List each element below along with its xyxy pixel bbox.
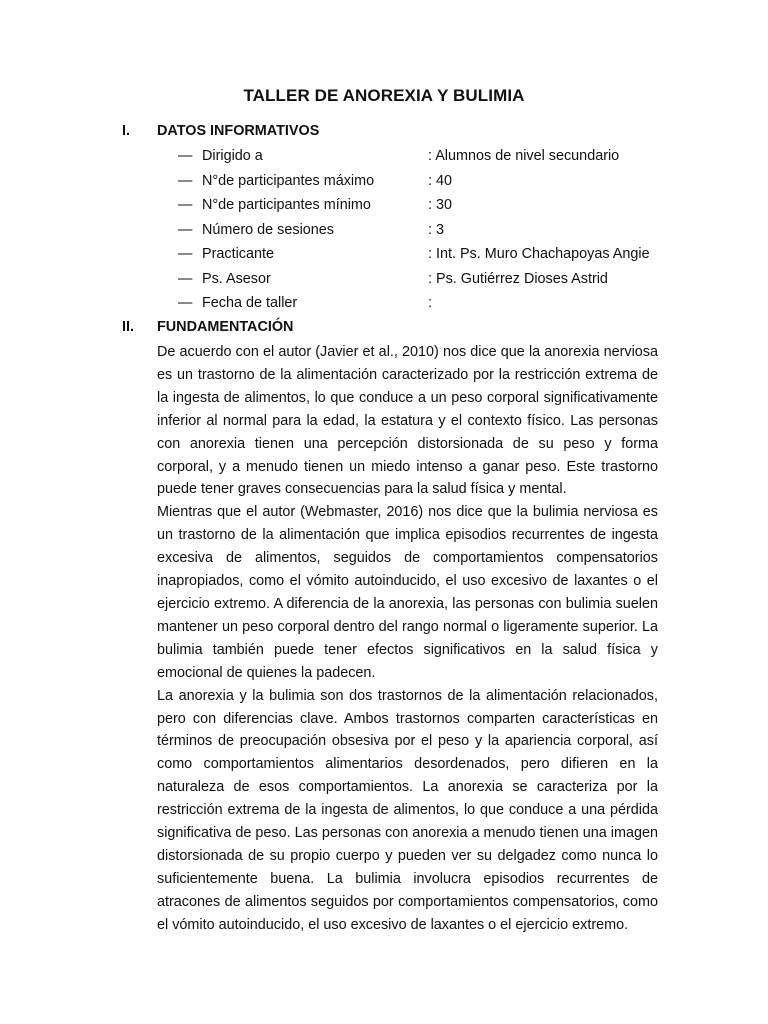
info-row-fecha — [178, 293, 698, 318]
info-row-practicante — [178, 244, 698, 269]
info-value: : Alumnos de nivel secundario — [428, 148, 620, 164]
paragraph-comparison: La anorexia y la bulimia son dos trastornos de la alimentación relacionados, pero con diferencias clave. Ambos trastornos comparten características en términos de preocupación obsesiva por el peso y la apariencia corporal, así como comportamientos alimentarios desordenados, pero difieren en la naturaleza de esos comportamientos. La anorexia se caracteriza por la restricción extrema de la ingesta de alimentos, lo que conduce a una pérdida significativa de peso. Las personas con anorexia a menudo tienen una imagen distorsionada de su propio cuerpo y pueden ver su delgadez como nunca lo suficientemente buena. La bulimia involucra episodios recurrentes de atracones de alimentos seguidos por comportamientos compensatorios, como el vómito autoinducido, el uso excesivo de laxantes o el ejercicio extremo. — [157, 687, 658, 933]
dash-bullet: — — [178, 270, 193, 287]
info-value: : 40 — [428, 172, 453, 189]
info-row-min-participants — [178, 195, 698, 220]
dash-bullet: — — [178, 295, 193, 311]
info-label: Ps. Asesor — [202, 270, 271, 287]
info-label: Fecha de taller — [202, 295, 298, 311]
fundamentacion-body — [157, 341, 658, 937]
document-title: TALLER DE ANOREXIA Y BULIMIA — [243, 86, 525, 105]
info-row-dirigido — [178, 146, 698, 171]
info-row-max-participants — [178, 171, 698, 196]
section-number: II. — [122, 319, 134, 335]
info-label: Número de sesiones — [202, 221, 334, 238]
info-row-sessions — [178, 220, 698, 245]
paragraph-bulimia: Mientras que el autor (Webmaster, 2016) nos dice que la bulimia nerviosa es un trastorno de la alimentación que implica episodios recurrentes de ingesta excesiva de alimentos, seguidos de comportamientos compensatorios inapropiados, como el vómito autoinducido, el uso excesivo de laxantes o el ejercicio extremo. A diferencia de la anorexia, las personas con bulimia suelen mantener un peso corporal dentro del rango normal o ligeramente superior. La bulimia también puede tener efectos significativos en la salud física y emocional de quienes la padecen. — [157, 504, 658, 681]
dash-bullet: — — [178, 172, 193, 189]
dash-bullet: — — [178, 148, 193, 164]
info-value: : Ps. Gutiérrez Dioses Astrid — [428, 270, 608, 287]
info-row-asesor — [178, 269, 698, 294]
dash-bullet: — — [178, 246, 193, 262]
dash-bullet: — — [178, 197, 193, 213]
info-list — [178, 146, 698, 318]
section-title: FUNDAMENTACIÓN — [157, 319, 294, 335]
section-title: DATOS INFORMATIVOS — [157, 123, 320, 139]
info-label: N°de participantes mínimo — [202, 197, 371, 213]
section-number: I. — [122, 123, 130, 139]
dash-bullet: — — [178, 221, 193, 238]
info-label: Practicante — [202, 246, 274, 262]
info-value: : 30 — [428, 197, 453, 213]
info-value: : 3 — [428, 221, 444, 238]
paragraph-anorexia: De acuerdo con el autor (Javier et al., 2010) nos dice que la anorexia nerviosa es un trastorno de la alimentación caracterizado por la restricción extrema de la ingesta de alimentos, lo que conduce a un peso corporal significativamente inferior al normal para la edad, la estatura y el contexto físico. Las personas con anorexia tienen una percepción distorsionada de su peso y forma corporal, y a menudo tienen un miedo intenso a ganar peso. Este trastorno puede tener graves consecuencias para la salud física y mental. — [157, 344, 658, 498]
info-label: N°de participantes máximo — [202, 172, 375, 189]
info-label: Dirigido a — [202, 148, 263, 164]
info-value: : — [428, 295, 432, 311]
info-value: : Int. Ps. Muro Chachapoyas Angie — [428, 246, 650, 262]
